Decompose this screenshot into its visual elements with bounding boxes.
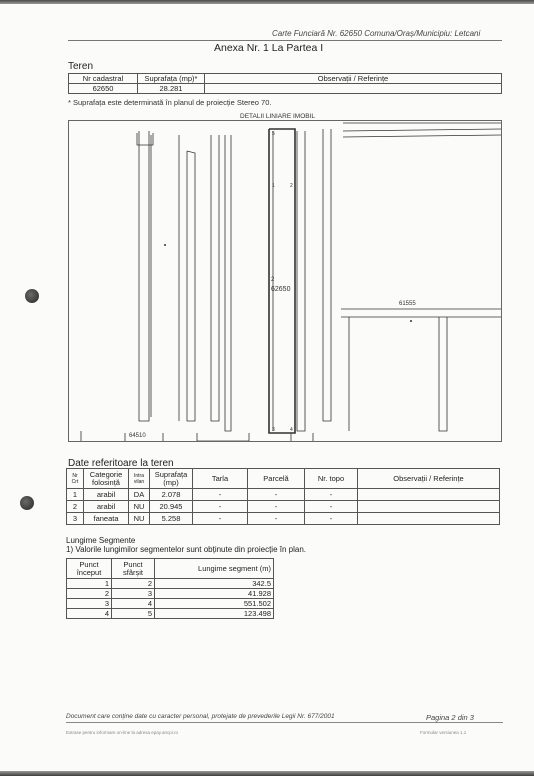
cell: 2.078 xyxy=(150,489,193,501)
cell: arabil xyxy=(84,489,129,501)
cell: 5.258 xyxy=(150,513,193,525)
cell: - xyxy=(193,489,248,501)
cell-nr-cadastral: 62650 xyxy=(69,84,138,94)
date-referitoare-table xyxy=(66,468,500,525)
cell: 41.928 xyxy=(155,589,274,599)
point-label-5: 5 xyxy=(272,131,275,137)
table-header-row xyxy=(67,469,500,489)
cell: DA xyxy=(129,489,150,501)
table-row xyxy=(69,84,502,94)
col-observatii: Observații / Referințe xyxy=(205,74,502,84)
cell: NU xyxy=(129,501,150,513)
col-categorie: Categorie folosință xyxy=(84,469,129,489)
cell: 3 xyxy=(67,599,112,609)
point-label-1: 1 xyxy=(272,183,275,189)
cell: 123.498 xyxy=(155,609,274,619)
parcel-label: 62650 xyxy=(271,286,291,293)
neighbor-label-bottom: 64510 xyxy=(129,433,146,439)
segmente-subtitle: 1) Valorile lungimilor segmentelor sunt obținute din proiecție în plan. xyxy=(66,545,306,554)
date-section-title: Date referitoare la teren xyxy=(68,458,174,469)
cell: - xyxy=(248,501,305,513)
point-label-4: 4 xyxy=(290,427,293,433)
col-intra-vilan: Intra vilan xyxy=(129,469,150,489)
teren-table xyxy=(68,73,502,94)
col-suprafata: Suprafața (mp) xyxy=(150,469,193,489)
cell: 2 xyxy=(67,589,112,599)
col-parcela: Parcelă xyxy=(248,469,305,489)
col-punct-inceput: Punct început xyxy=(67,559,112,579)
cell: 4 xyxy=(67,609,112,619)
point-label-2: 2 xyxy=(290,183,293,189)
table-header-row xyxy=(67,559,274,579)
footer-small-left: Extrase pentru informare on-line la adresa epay.ancpi.ro xyxy=(66,730,178,735)
col-suprafata: Suprafața (mp)* xyxy=(138,74,205,84)
cell: 3 xyxy=(112,589,155,599)
cell: - xyxy=(248,489,305,501)
cell xyxy=(358,513,500,525)
cell: - xyxy=(193,501,248,513)
cell: - xyxy=(305,489,358,501)
cell: - xyxy=(305,513,358,525)
cell: 4 xyxy=(112,599,155,609)
cell: 1 xyxy=(67,489,84,501)
parcel-sublabel: 2 xyxy=(271,277,275,283)
cell: - xyxy=(305,501,358,513)
table-row xyxy=(67,513,500,525)
cell xyxy=(358,501,500,513)
table-row xyxy=(67,489,500,501)
footer-small-right: Formular versiunea 1.1 xyxy=(420,730,467,735)
punch-hole-top xyxy=(25,289,39,303)
cell: 20.945 xyxy=(150,501,193,513)
cell: - xyxy=(248,513,305,525)
table-row xyxy=(67,579,274,589)
neighbor-label-right: 61555 xyxy=(399,301,416,307)
cell-suprafata: 28.281 xyxy=(138,84,205,94)
col-nr-topo: Nr. topo xyxy=(305,469,358,489)
cell: 1 xyxy=(67,579,112,589)
plan-dot xyxy=(410,320,412,322)
cell: 2 xyxy=(112,579,155,589)
table-row xyxy=(67,599,274,609)
table-row xyxy=(67,589,274,599)
cell: faneata xyxy=(84,513,129,525)
scan-bottom-edge xyxy=(0,771,534,776)
table-header-row xyxy=(69,74,502,84)
plan-drawing xyxy=(69,121,501,441)
segmente-section-title: Lungime Segmente xyxy=(66,536,136,545)
plan-dot xyxy=(164,244,166,246)
cell: - xyxy=(193,513,248,525)
header-divider xyxy=(68,40,502,41)
cadastral-plan xyxy=(68,120,502,442)
col-nr-cadastral: Nr cadastral xyxy=(69,74,138,84)
col-tarla: Tarla xyxy=(193,469,248,489)
segmente-table xyxy=(66,558,274,619)
cell xyxy=(358,489,500,501)
table-row xyxy=(67,501,500,513)
col-lungime: Lungime segment (m) xyxy=(155,559,274,579)
punch-hole-bottom xyxy=(20,496,34,510)
header-reference: Carte Funciară Nr. 62650 Comuna/Oraș/Municipiu: Letcani xyxy=(272,29,481,38)
cell: 342.5 xyxy=(155,579,274,589)
cell: 3 xyxy=(67,513,84,525)
projection-note: * Suprafața este determinată în planul de proiecție Stereo 70. xyxy=(68,98,272,107)
col-punct-sfarsit: Punct sfârșit xyxy=(112,559,155,579)
plan-title: DETALII LINIARE IMOBIL xyxy=(240,113,316,120)
teren-section-title: Teren xyxy=(68,61,94,72)
cell: 551.502 xyxy=(155,599,274,609)
cell: 2 xyxy=(67,501,84,513)
point-label-3: 3 xyxy=(272,427,275,433)
scan-top-edge xyxy=(0,0,534,4)
cell: arabil xyxy=(84,501,129,513)
footer-disclaimer: Document care conține date cu caracter personal, protejate de prevederile Legii Nr. 677/2001 xyxy=(66,713,335,720)
annex-title: Anexa Nr. 1 La Partea I xyxy=(214,42,324,54)
table-row xyxy=(67,609,274,619)
footer-page-number: Pagina 2 din 3 xyxy=(426,713,474,722)
cell: NU xyxy=(129,513,150,525)
col-nr-crt: Nr Crt xyxy=(67,469,84,489)
cell-observatii xyxy=(205,84,502,94)
col-observatii: Observații / Referințe xyxy=(358,469,500,489)
cell: 5 xyxy=(112,609,155,619)
footer-divider xyxy=(66,722,503,723)
